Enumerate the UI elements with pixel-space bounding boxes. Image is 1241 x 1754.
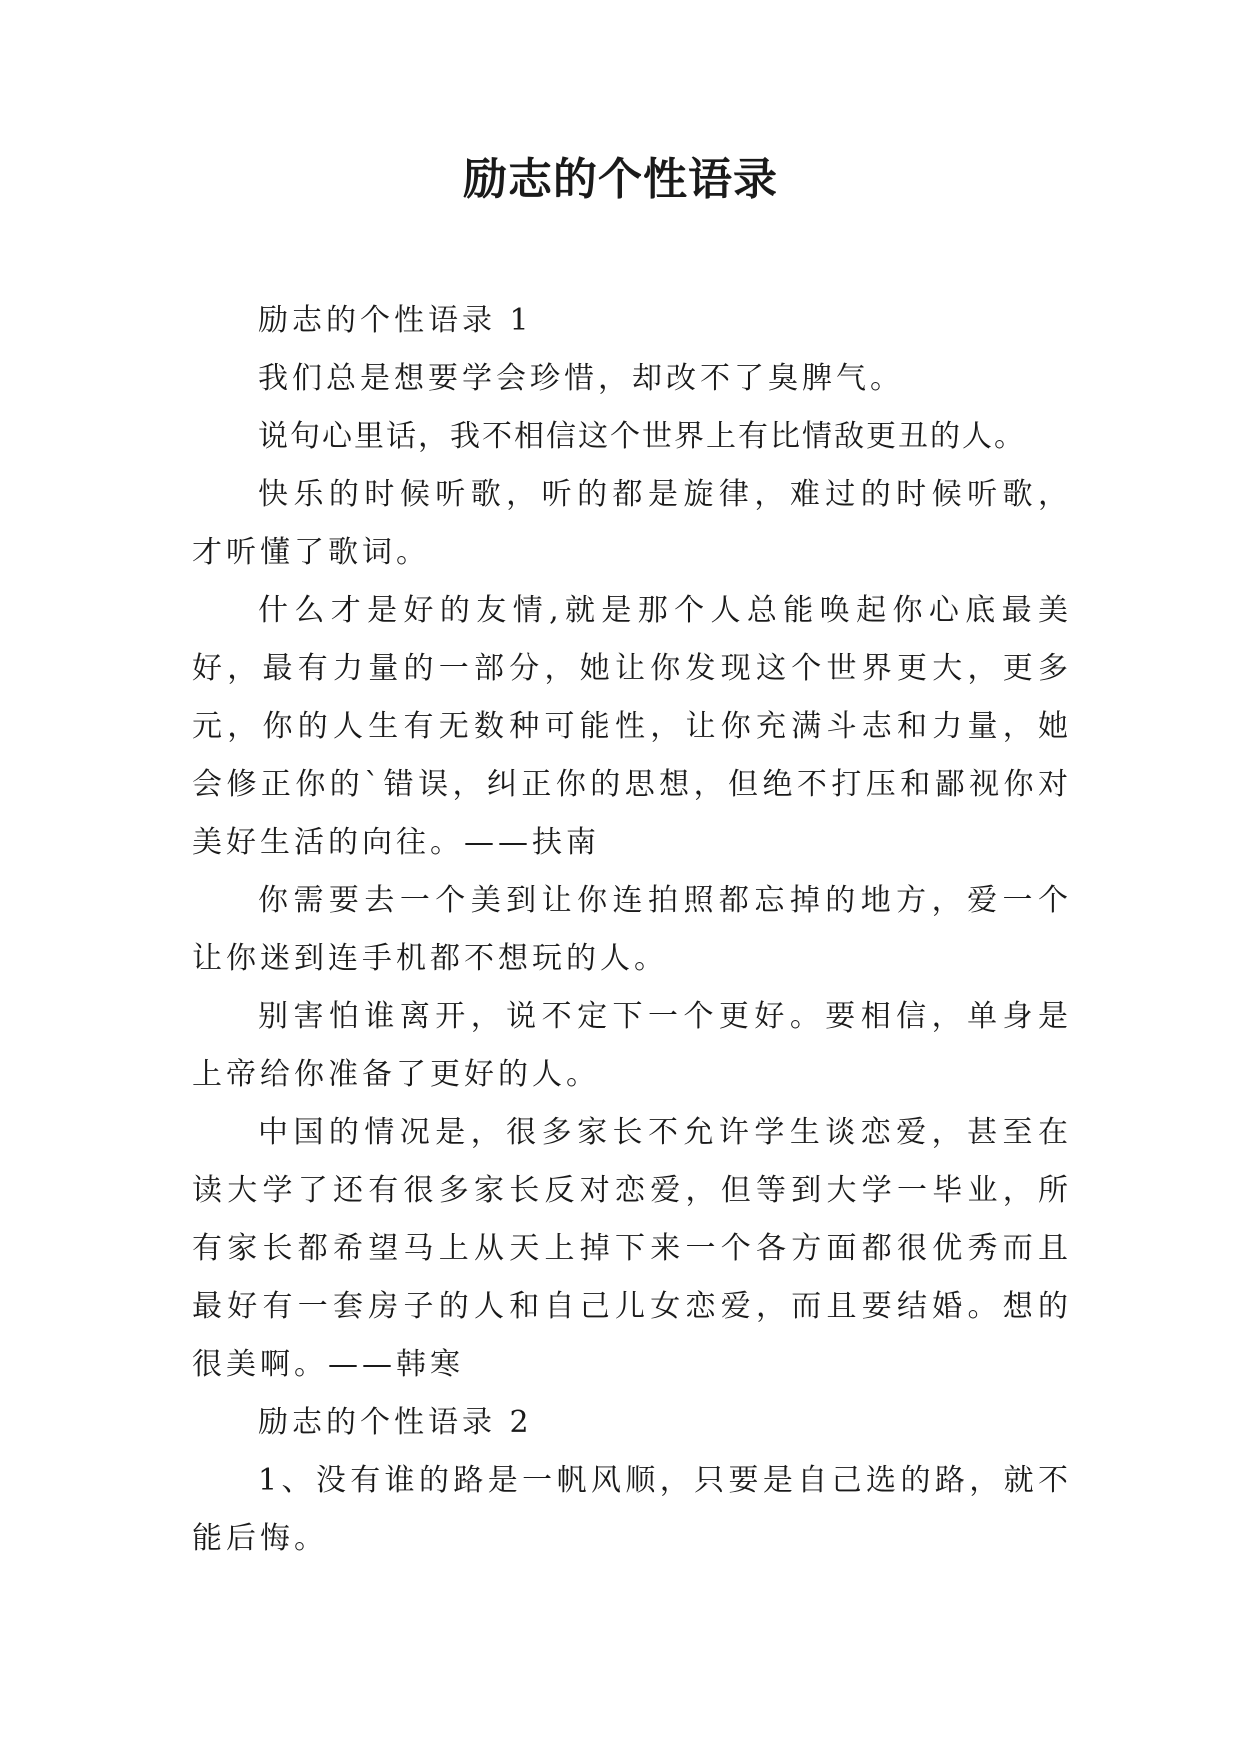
paragraph: 你需要去一个美到让你连拍照都忘掉的地方，爱一个让你迷到连手机都不想玩的人。 [192, 883, 1072, 976]
document-body [192, 292, 1072, 1568]
section-heading-1: 励志的个性语录 1 [258, 303, 533, 338]
paragraph: 我们总是想要学会珍惜，却改不了臭脾气。 [258, 361, 904, 396]
paragraph: 1、没有谁的路是一帆风顺，只要是自己选的路，就不能后悔。 [192, 1463, 1072, 1556]
paragraph: 快乐的时候听歌，听的都是旋律，难过的时候听歌，才听懂了歌词。 [192, 477, 1072, 570]
document-title: 励志的个性语录 [463, 154, 778, 205]
paragraph: 说句心里话，我不相信这个世界上有比情敌更丑的人。 [258, 419, 1026, 454]
paragraph: 中国的情况是，很多家长不允许学生谈恋爱，甚至在读大学了还有很多家长反对恋爱，但等到大学一毕业，所有家长都希望马上从天上掉下来一个各方面都很优秀而且最好有一套房子的人和自己儿女恋爱，而且要结婚。想的很美啊。——韩寒 [192, 1115, 1072, 1382]
section-heading-2: 励志的个性语录 2 [258, 1405, 533, 1440]
paragraph: 什么才是好的友情,就是那个人总能唤起你心底最美好，最有力量的一部分，她让你发现这个世界更大，更多元，你的人生有无数种可能性，让你充满斗志和力量，她会修正你的`错误，纠正你的思想，但绝不打压和鄙视你对美好生活的向往。——扶南 [192, 593, 1072, 860]
paragraph: 别害怕谁离开，说不定下一个更好。要相信，单身是上帝给你准备了更好的人。 [192, 999, 1072, 1092]
